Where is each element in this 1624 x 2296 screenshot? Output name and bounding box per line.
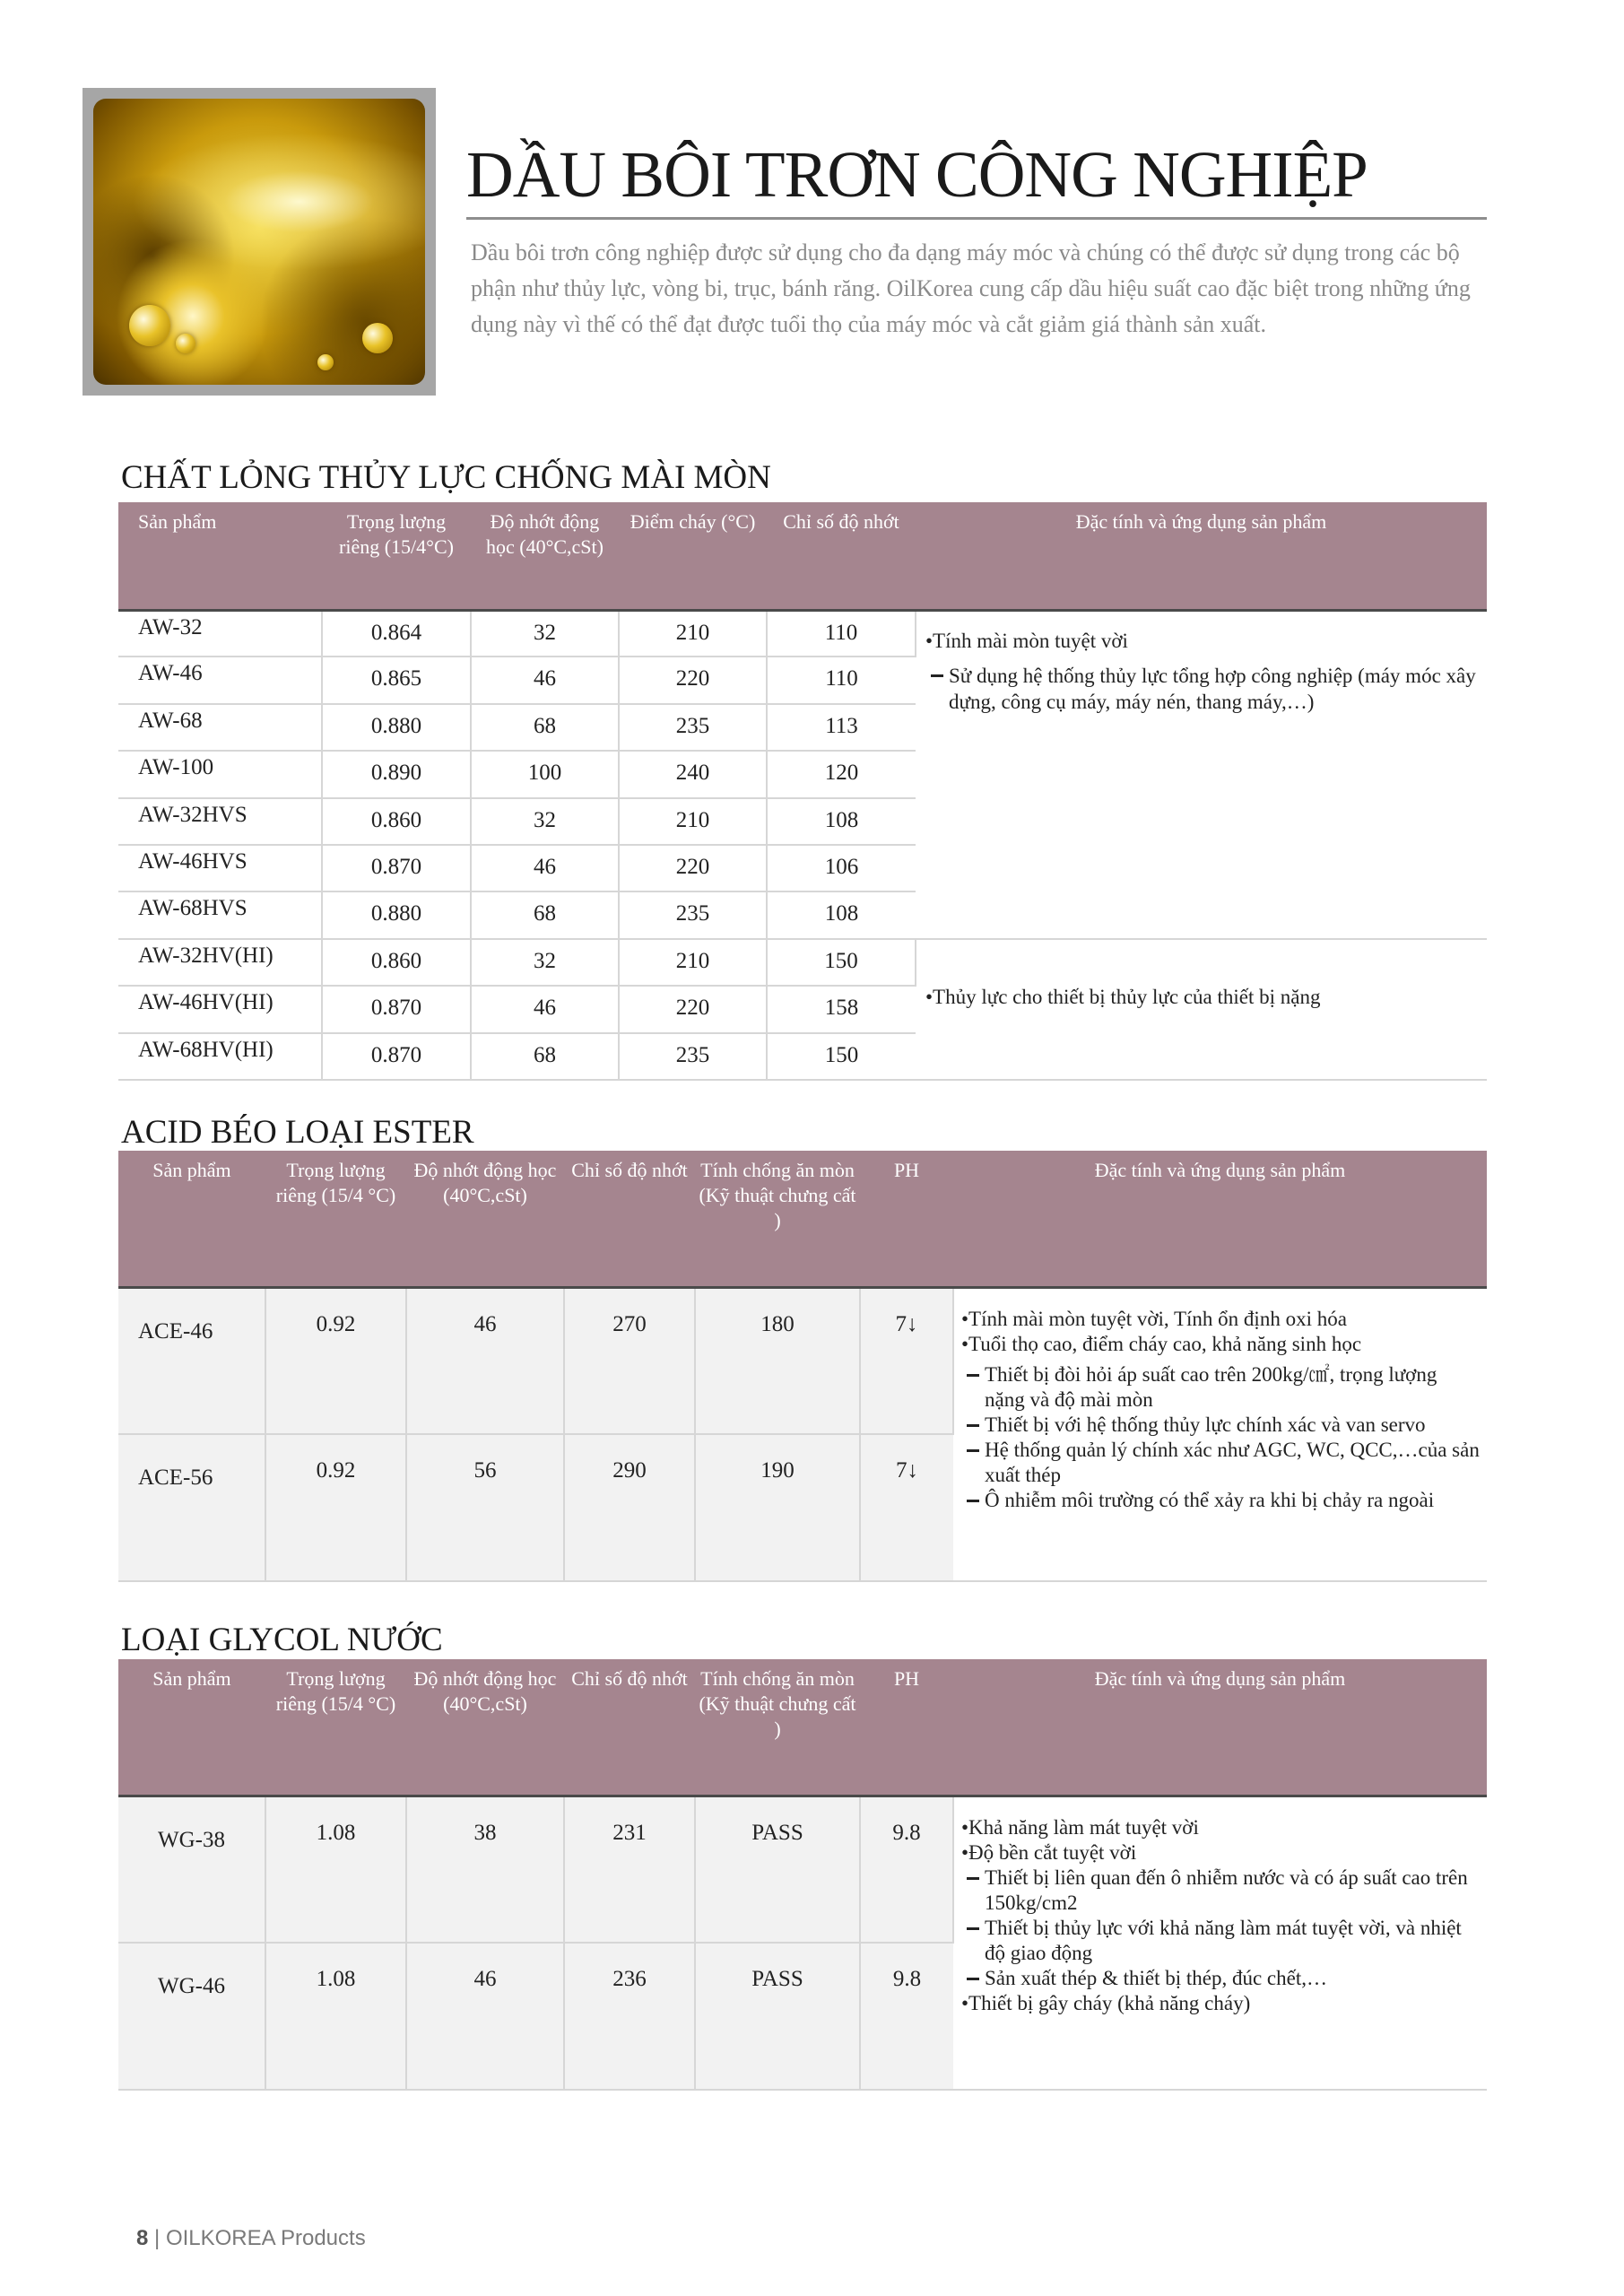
viscosity-index-value: 108 bbox=[767, 891, 916, 938]
viscosity-index-value: 290 bbox=[564, 1434, 695, 1581]
footer-separator: | bbox=[154, 2226, 161, 2250]
header-product: Sản phẩm bbox=[118, 1659, 265, 1796]
flash-point-value: 220 bbox=[619, 657, 767, 703]
features-cell bbox=[916, 939, 1487, 1080]
header-features: Đặc tính và ứng dụng sản phẩm bbox=[953, 1659, 1487, 1796]
viscosity-index-value: 231 bbox=[564, 1796, 695, 1943]
header-viscosity: Độ nhớt động học (40°C,cSt) bbox=[471, 502, 619, 610]
viscosity-index-value: 270 bbox=[564, 1287, 695, 1434]
header-viscosity-index: Chỉ số độ nhớt bbox=[564, 1659, 695, 1796]
header-viscosity: Độ nhớt động học (40°C,cSt) bbox=[406, 1151, 564, 1287]
product-name: AW-68HV(HI) bbox=[118, 1033, 322, 1080]
viscosity-value: 46 bbox=[406, 1943, 564, 2090]
viscosity-value: 68 bbox=[471, 891, 619, 938]
table-row bbox=[118, 610, 1487, 657]
product-name: WG-38 bbox=[118, 1796, 265, 1943]
features-cell bbox=[953, 1287, 1487, 1581]
feature-bullet: •Khả năng làm mát tuyệt vời bbox=[961, 1815, 1199, 1839]
density-value: 1.08 bbox=[265, 1796, 406, 1943]
feature-dash-item: Hệ thống quản lý chính xác như AGC, WC, QCC,…của sản xuất thép bbox=[961, 1438, 1480, 1488]
product-name: AW-32 bbox=[118, 610, 322, 657]
viscosity-index-value: 236 bbox=[564, 1943, 695, 2090]
feature-bullet: •Tuổi thọ cao, điểm cháy cao, khả năng sinh học bbox=[961, 1332, 1362, 1355]
ph-value: 7↓ bbox=[860, 1287, 953, 1434]
viscosity-value: 46 bbox=[471, 657, 619, 703]
product-name: AW-46HVS bbox=[118, 845, 322, 891]
feature-bullet: •Thiết bị gây cháy (khả năng cháy) bbox=[961, 1991, 1251, 2014]
header-density: Trọng lượng riêng (15/4 °C) bbox=[265, 1659, 406, 1796]
viscosity-value: 32 bbox=[471, 798, 619, 845]
oil-bubble bbox=[176, 334, 195, 353]
density-value: 0.870 bbox=[322, 986, 471, 1032]
density-value: 0.890 bbox=[322, 751, 471, 797]
flash-point-value: 220 bbox=[619, 986, 767, 1032]
corrosion-value: 190 bbox=[695, 1434, 860, 1581]
feature-dash-item: Thiết bị với hệ thống thủy lực chính xác và van servo bbox=[961, 1413, 1480, 1438]
viscosity-value: 68 bbox=[471, 1033, 619, 1080]
ph-value: 7↓ bbox=[860, 1434, 953, 1581]
corrosion-value: PASS bbox=[695, 1796, 860, 1943]
feature-bullet: •Tính mài mòn tuyệt vời, Tính ổn định oxi hóa bbox=[961, 1307, 1347, 1330]
viscosity-index-value: 150 bbox=[767, 1033, 916, 1080]
viscosity-value: 32 bbox=[471, 939, 619, 986]
density-value: 0.870 bbox=[322, 845, 471, 891]
oil-bubble bbox=[129, 305, 170, 346]
viscosity-index-value: 106 bbox=[767, 845, 916, 891]
header-corrosion: Tính chống ăn mòn (Kỹ thuật chưng cất ) bbox=[695, 1151, 860, 1287]
header-ph: PH bbox=[860, 1659, 953, 1796]
water-glycol-table bbox=[118, 1659, 1487, 2091]
intro-text: Dầu bôi trơn công nghiệp được sử dụng cho đa dạng máy móc và chúng có thể được sử dụng trong các bộ phận như thủy lực, vòng bi, trục, bánh răng. OilKorea cung cấp dầu hiệu suất cao đặc biệt trong những ứng dụng này vì thế có thể đạt được tuổi thọ của máy móc và cắt giảm giá thành sản xuất. bbox=[471, 239, 1471, 337]
title-divider bbox=[466, 217, 1487, 220]
density-value: 0.865 bbox=[322, 657, 471, 703]
features-cell bbox=[916, 610, 1487, 939]
product-name: AW-100 bbox=[118, 751, 322, 797]
density-value: 0.860 bbox=[322, 798, 471, 845]
feature-dash-item: Thiết bị thủy lực với khả năng làm mát tuyệt vời, và nhiệt độ giao động bbox=[961, 1916, 1480, 1966]
viscosity-index-value: 158 bbox=[767, 986, 916, 1032]
viscosity-index-value: 150 bbox=[767, 939, 916, 986]
viscosity-index-value: 108 bbox=[767, 798, 916, 845]
density-value: 0.92 bbox=[265, 1434, 406, 1581]
header-density: Trọng lượng riêng (15/4°C) bbox=[322, 502, 471, 610]
product-name: ACE-46 bbox=[118, 1287, 265, 1434]
feature-dash-item: Ô nhiễm môi trường có thể xảy ra khi bị chảy ra ngoài bbox=[961, 1488, 1480, 1513]
flash-point-value: 210 bbox=[619, 610, 767, 657]
header-viscosity: Độ nhớt động học (40°C,cSt) bbox=[406, 1659, 564, 1796]
density-value: 0.860 bbox=[322, 939, 471, 986]
ph-value: 9.8 bbox=[860, 1943, 953, 2090]
footer-label: OILKOREA Products bbox=[165, 2226, 366, 2250]
header-features: Đặc tính và ứng dụng sản phẩm bbox=[916, 502, 1487, 610]
viscosity-index-value: 113 bbox=[767, 704, 916, 751]
density-value: 0.870 bbox=[322, 1033, 471, 1080]
feature-dash-item: Thiết bị đòi hỏi áp suất cao trên 200kg/㎠, trọng lượng nặng và độ mài mòn bbox=[961, 1362, 1480, 1413]
header-image-frame bbox=[83, 88, 436, 396]
header-corrosion: Tính chống ăn mòn (Kỹ thuật chưng cất ) bbox=[695, 1659, 860, 1796]
corrosion-value: PASS bbox=[695, 1943, 860, 2090]
corrosion-value: 180 bbox=[695, 1287, 860, 1434]
header-density: Trọng lượng riêng (15/4 °C) bbox=[265, 1151, 406, 1287]
product-name: WG-46 bbox=[118, 1943, 265, 2090]
feature-bullet: •Độ bền cắt tuyệt vời bbox=[961, 1840, 1137, 1864]
header-ph: PH bbox=[860, 1151, 953, 1287]
table-header-row bbox=[118, 1151, 1487, 1287]
header-flash-point: Điểm cháy (°C) bbox=[619, 502, 767, 610]
page-footer bbox=[136, 2226, 366, 2251]
viscosity-value: 46 bbox=[406, 1287, 564, 1434]
table-row bbox=[118, 939, 1487, 986]
section-title-water-glycol: LOẠI GLYCOL NƯỚC bbox=[121, 1622, 443, 1658]
product-name: AW-46 bbox=[118, 657, 322, 703]
flash-point-value: 235 bbox=[619, 1033, 767, 1080]
header-viscosity-index: Chỉ số độ nhớt bbox=[767, 502, 916, 610]
viscosity-index-value: 120 bbox=[767, 751, 916, 797]
density-value: 0.864 bbox=[322, 610, 471, 657]
header-features: Đặc tính và ứng dụng sản phẩm bbox=[953, 1151, 1487, 1287]
flash-point-value: 240 bbox=[619, 751, 767, 797]
feature-bullet: •Thủy lực cho thiết bị thủy lực của thiết bị nặng bbox=[925, 985, 1321, 1008]
ester-table bbox=[118, 1151, 1487, 1582]
oil-bubble bbox=[317, 354, 334, 370]
table-header-row bbox=[118, 502, 1487, 610]
density-value: 0.880 bbox=[322, 891, 471, 938]
viscosity-value: 56 bbox=[406, 1434, 564, 1581]
product-name: AW-32HV(HI) bbox=[118, 939, 322, 986]
table-header-row bbox=[118, 1659, 1487, 1796]
product-name: AW-32HVS bbox=[118, 798, 322, 845]
product-name: AW-68HVS bbox=[118, 891, 322, 938]
anti-wear-table bbox=[118, 502, 1487, 1081]
oil-bubble bbox=[362, 323, 393, 353]
section-title-ester: ACID BÉO LOẠI ESTER bbox=[121, 1114, 474, 1151]
table-row bbox=[118, 1287, 1487, 1434]
header-product: Sản phẩm bbox=[118, 1151, 265, 1287]
section-title-anti-wear: CHẤT LỎNG THỦY LỰC CHỐNG MÀI MÒN bbox=[121, 459, 771, 496]
flash-point-value: 235 bbox=[619, 891, 767, 938]
header-product: Sản phẩm bbox=[118, 502, 322, 610]
flash-point-value: 210 bbox=[619, 798, 767, 845]
feature-bullet: •Tính mài mòn tuyệt vời bbox=[925, 629, 1128, 652]
density-value: 0.92 bbox=[265, 1287, 406, 1434]
product-name: ACE-56 bbox=[118, 1434, 265, 1581]
feature-dash-item: Thiết bị liên quan đến ô nhiễm nước và có áp suất cao trên 150kg/cm2 bbox=[961, 1866, 1480, 1916]
flash-point-value: 235 bbox=[619, 704, 767, 751]
flash-point-value: 210 bbox=[619, 939, 767, 986]
flash-point-value: 220 bbox=[619, 845, 767, 891]
viscosity-value: 46 bbox=[471, 845, 619, 891]
table-row bbox=[118, 1796, 1487, 1943]
oil-image bbox=[93, 99, 425, 385]
features-cell bbox=[953, 1796, 1487, 2090]
viscosity-index-value: 110 bbox=[767, 657, 916, 703]
viscosity-index-value: 110 bbox=[767, 610, 916, 657]
density-value: 0.880 bbox=[322, 704, 471, 751]
feature-dash-item: Sử dụng hệ thống thủy lực tổng hợp công nghiệp (máy móc xây dựng, công cụ máy, máy nén, thang máy,…) bbox=[925, 663, 1478, 715]
product-name: AW-46HV(HI) bbox=[118, 986, 322, 1032]
viscosity-value: 68 bbox=[471, 704, 619, 751]
page-title: DẦU BÔI TRƠN CÔNG NGHIỆP bbox=[466, 138, 1368, 211]
viscosity-value: 38 bbox=[406, 1796, 564, 1943]
page-number: 8 bbox=[136, 2226, 149, 2250]
ph-value: 9.8 bbox=[860, 1796, 953, 1943]
viscosity-value: 32 bbox=[471, 610, 619, 657]
product-name: AW-68 bbox=[118, 704, 322, 751]
feature-dash-item: Sản xuất thép & thiết bị thép, đúc chết,… bbox=[961, 1966, 1480, 1991]
header-viscosity-index: Chỉ số độ nhớt bbox=[564, 1151, 695, 1287]
density-value: 1.08 bbox=[265, 1943, 406, 2090]
viscosity-value: 46 bbox=[471, 986, 619, 1032]
viscosity-value: 100 bbox=[471, 751, 619, 797]
